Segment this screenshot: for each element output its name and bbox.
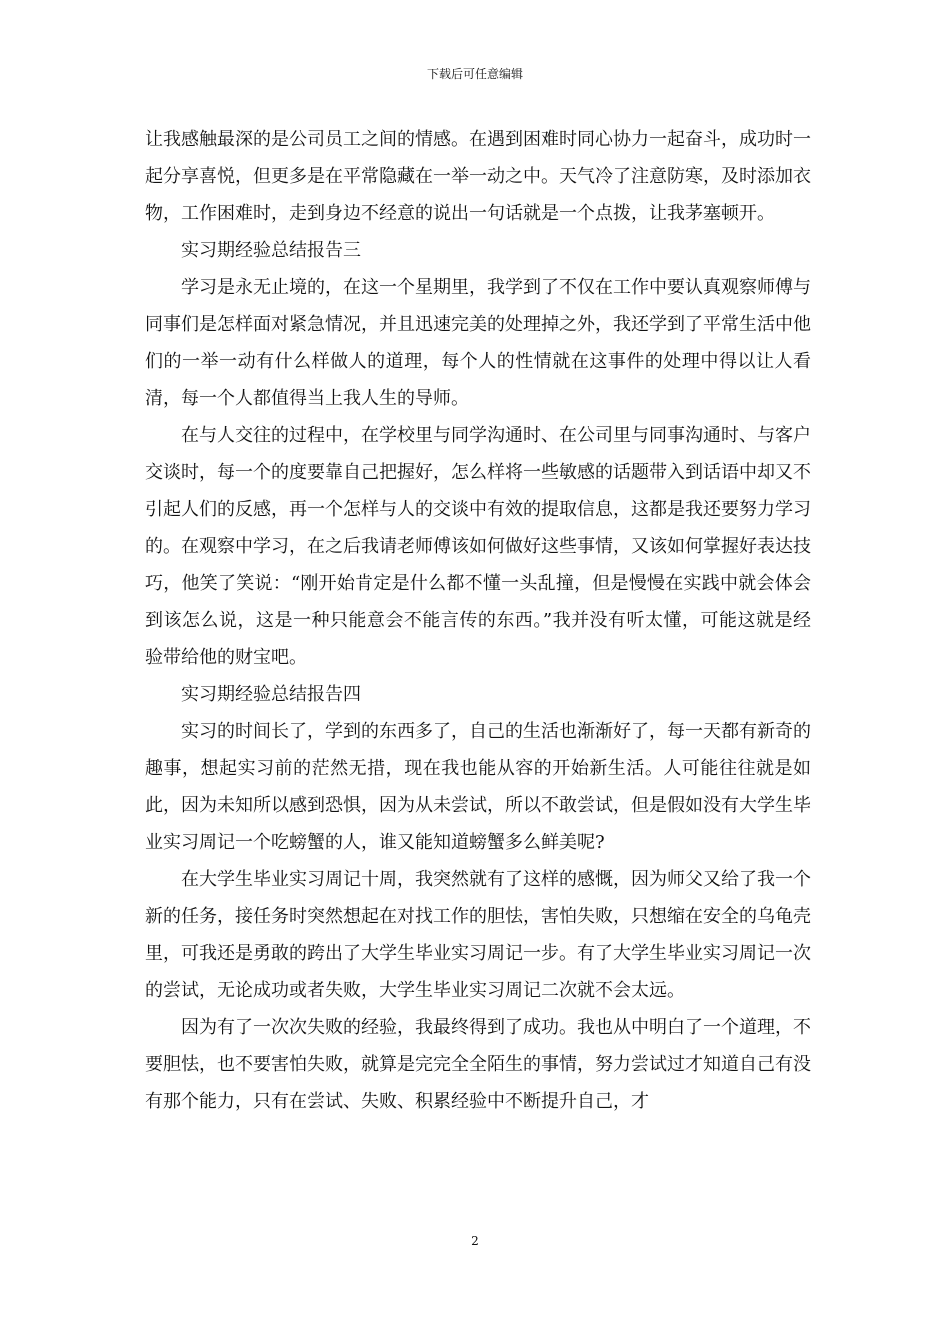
page-header: 下载后可任意编辑 bbox=[426, 67, 523, 81]
section-heading: 实习期经验总结报告四 bbox=[181, 684, 361, 705]
page-number: 2 bbox=[471, 1234, 479, 1248]
paragraph: 在大学生毕业实习周记十周，我突然就有了这样的感慨，因为师父又给了我一个新的任务，接任务时突然想起在对找工作的胆怯，害怕失败，只想缩在安全的乌龟壳里，可我还是勇敢的跨出了大学生毕业实习周记一步。有了大学生毕业实习周记一次的尝试，无论成功或者失败，大学生毕业实习周记二次就不会太远。 bbox=[145, 869, 811, 1001]
paragraph: 学习是永无止境的，在这一个星期里，我学到了不仅在工作中要认真观察师傅与同事们是怎样面对紧急情况，并且迅速完美的处理掉之外，我还学到了平常生活中他们的一举一动有什么样做人的道理，每个人的性情就在这事件的处理中得以让人看清，每一个人都值得当上我人生的导师。 bbox=[145, 277, 811, 409]
paragraph: 在与人交往的过程中，在学校里与同学沟通时、在公司里与同事沟通时、与客户交谈时，每一个的度要靠自己把握好，怎么样将一些敏感的话题带入到话语中却又不引起人们的反感，再一个怎样与人的交谈中有效的提取信息，这都是我还要努力学习的。在观察中学习，在之后我请老师傅该如何做好这些事情，又该如何掌握好表达技巧，他笑了笑说：“刚开始肯定是什么都不懂一头乱撞，但是慢慢在实践中就会体会到该怎么说，这是一种只能意会不能言传的东西。”我并没有听太懂，可能这就是经验带给他的财宝吧。 bbox=[145, 425, 811, 668]
paragraph: 让我感触最深的是公司员工之间的情感。在遇到困难时同心协力一起奋斗，成功时一起分享喜悦，但更多是在平常隐藏在一举一动之中。天气冷了注意防寒，及时添加衣物，工作困难时，走到身边不经意的说出一句话就是一个点拨，让我茅塞顿开。 bbox=[145, 129, 811, 224]
document-body bbox=[145, 121, 811, 1120]
paragraph: 因为有了一次次失败的经验，我最终得到了成功。我也从中明白了一个道理，不要胆怯，也不要害怕失败，就算是完完全全陌生的事情，努力尝试过才知道自己有没有那个能力，只有在尝试、失败、积累经验中不断提升自己，才 bbox=[145, 1017, 811, 1112]
paragraph: 实习的时间长了，学到的东西多了，自己的生活也渐渐好了，每一天都有新奇的趣事，想起实习前的茫然无措，现在我也能从容的开始新生活。人可能往往就是如此，因为未知所以感到恐惧，因为从未尝试，所以不敢尝试，但是假如没有大学生毕业实习周记一个吃螃蟹的人，谁又能知道螃蟹多么鲜美呢? bbox=[145, 721, 811, 853]
section-heading: 实习期经验总结报告三 bbox=[181, 240, 361, 261]
